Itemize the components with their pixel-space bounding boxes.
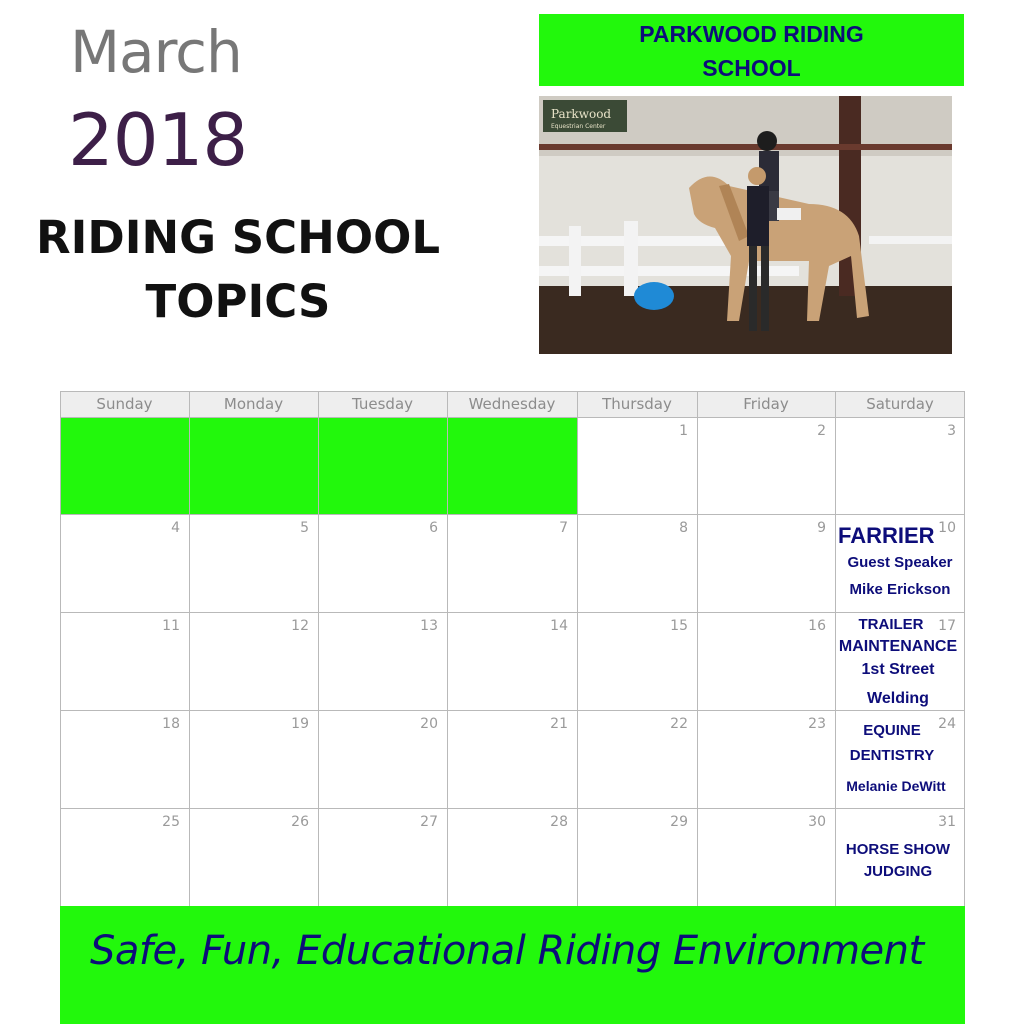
event-dentistry-line2: DENTISTRY <box>849 747 935 764</box>
weekday-label-sunday: Sunday <box>96 395 153 413</box>
school-name-line1: PARKWOOD RIDING <box>639 21 864 47</box>
day-cell <box>447 514 577 612</box>
day-cell <box>577 612 697 710</box>
day-cell <box>697 417 835 514</box>
day-number: 12 <box>291 618 309 634</box>
day-number: 20 <box>420 716 438 732</box>
day-number: 31 <box>938 814 956 830</box>
day-cell <box>318 710 447 808</box>
weekday-label-friday: Friday <box>743 395 789 413</box>
year-title: 2018 <box>68 98 248 182</box>
day-number: 21 <box>550 716 568 732</box>
day-number: 23 <box>808 716 826 732</box>
day-cell <box>697 808 835 906</box>
day-cell <box>318 612 447 710</box>
grid-divider-horizontal <box>60 417 965 418</box>
day-number: 15 <box>670 618 688 634</box>
day-number: 28 <box>550 814 568 830</box>
day-cell <box>189 612 318 710</box>
day-cell <box>447 612 577 710</box>
event-trailer-maintenance <box>832 614 964 716</box>
day-number: 25 <box>162 814 180 830</box>
day-cell <box>697 514 835 612</box>
day-number: 9 <box>817 520 826 536</box>
day-number: 3 <box>947 423 956 439</box>
day-cell <box>318 808 447 906</box>
day-number: 19 <box>291 716 309 732</box>
event-horse-show-judging <box>836 839 960 883</box>
day-number: 22 <box>670 716 688 732</box>
riding-lesson-photo <box>539 96 952 354</box>
day-number: 30 <box>808 814 826 830</box>
school-name-line2: SCHOOL <box>702 55 801 81</box>
day-number: 24 <box>938 716 956 732</box>
day-cell <box>189 710 318 808</box>
weekday-label-saturday: Saturday <box>866 395 934 413</box>
day-cell <box>60 710 189 808</box>
day-number: 8 <box>679 520 688 536</box>
march-calendar-grid <box>60 391 965 1024</box>
day-cell <box>189 808 318 906</box>
day-cell <box>318 514 447 612</box>
month-title: March <box>70 18 242 86</box>
tagline-text: Safe, Fun, Educational Riding Environment <box>90 928 924 974</box>
day-cell <box>447 808 577 906</box>
day-number: 27 <box>420 814 438 830</box>
topics-heading-line2: TOPICS <box>145 275 331 328</box>
day-number: 11 <box>162 618 180 634</box>
event-judging-line1: HORSE SHOW <box>845 841 951 858</box>
grid-divider-horizontal <box>60 514 965 515</box>
day-cell <box>577 710 697 808</box>
day-number: 6 <box>429 520 438 536</box>
event-trailer-line1: TRAILER <box>858 616 924 633</box>
day-cell <box>577 417 697 514</box>
topics-heading-line1: RIDING SCHOOL <box>35 211 441 264</box>
day-cell <box>189 514 318 612</box>
grid-divider-horizontal <box>60 612 965 613</box>
weekday-label-thursday: Thursday <box>602 395 672 413</box>
event-farrier-line3: Mike Erickson <box>849 581 951 598</box>
day-number: 18 <box>162 716 180 732</box>
event-trailer-line3: 1st Street <box>861 661 935 678</box>
day-cell <box>60 612 189 710</box>
sign-subtext: Equestrian Center <box>551 123 606 130</box>
day-cell <box>577 808 697 906</box>
day-number: 7 <box>559 520 568 536</box>
event-farrier <box>836 523 964 603</box>
grid-divider-horizontal <box>60 710 965 711</box>
day-number: 17 <box>938 618 956 634</box>
day-number: 26 <box>291 814 309 830</box>
topics-heading <box>28 206 448 334</box>
day-cell <box>835 417 965 514</box>
weekday-label-tuesday: Tuesday <box>351 395 414 413</box>
day-cell <box>697 710 835 808</box>
day-cell <box>697 612 835 710</box>
day-number: 4 <box>171 520 180 536</box>
event-trailer-line2: MAINTENANCE <box>838 638 958 655</box>
event-dentistry-line1: EQUINE <box>863 722 921 739</box>
day-cell <box>60 514 189 612</box>
day-cell <box>60 808 189 906</box>
grid-divider-horizontal <box>60 808 965 809</box>
school-name-banner <box>539 14 964 86</box>
grid-divider-horizontal <box>60 391 965 392</box>
event-trailer-line4: Welding <box>867 690 929 707</box>
event-dentistry-line3: Melanie DeWitt <box>846 778 946 794</box>
event-judging-line2: JUDGING <box>863 863 933 880</box>
event-farrier-title: FARRIER <box>838 523 935 548</box>
day-cell <box>447 710 577 808</box>
tagline-banner <box>60 906 965 1024</box>
day-cell <box>577 514 697 612</box>
day-number: 16 <box>808 618 826 634</box>
day-number: 29 <box>670 814 688 830</box>
day-number: 1 <box>679 423 688 439</box>
day-number: 14 <box>550 618 568 634</box>
day-number: 13 <box>420 618 438 634</box>
day-number: 2 <box>817 423 826 439</box>
event-farrier-line2: Guest Speaker <box>847 554 953 571</box>
weekday-label-wednesday: Wednesday <box>468 395 556 413</box>
sign-text: Parkwood <box>551 107 612 121</box>
event-equine-dentistry <box>834 720 950 802</box>
weekday-label-monday: Monday <box>223 395 284 413</box>
day-number: 10 <box>938 520 956 536</box>
day-number: 5 <box>300 520 309 536</box>
